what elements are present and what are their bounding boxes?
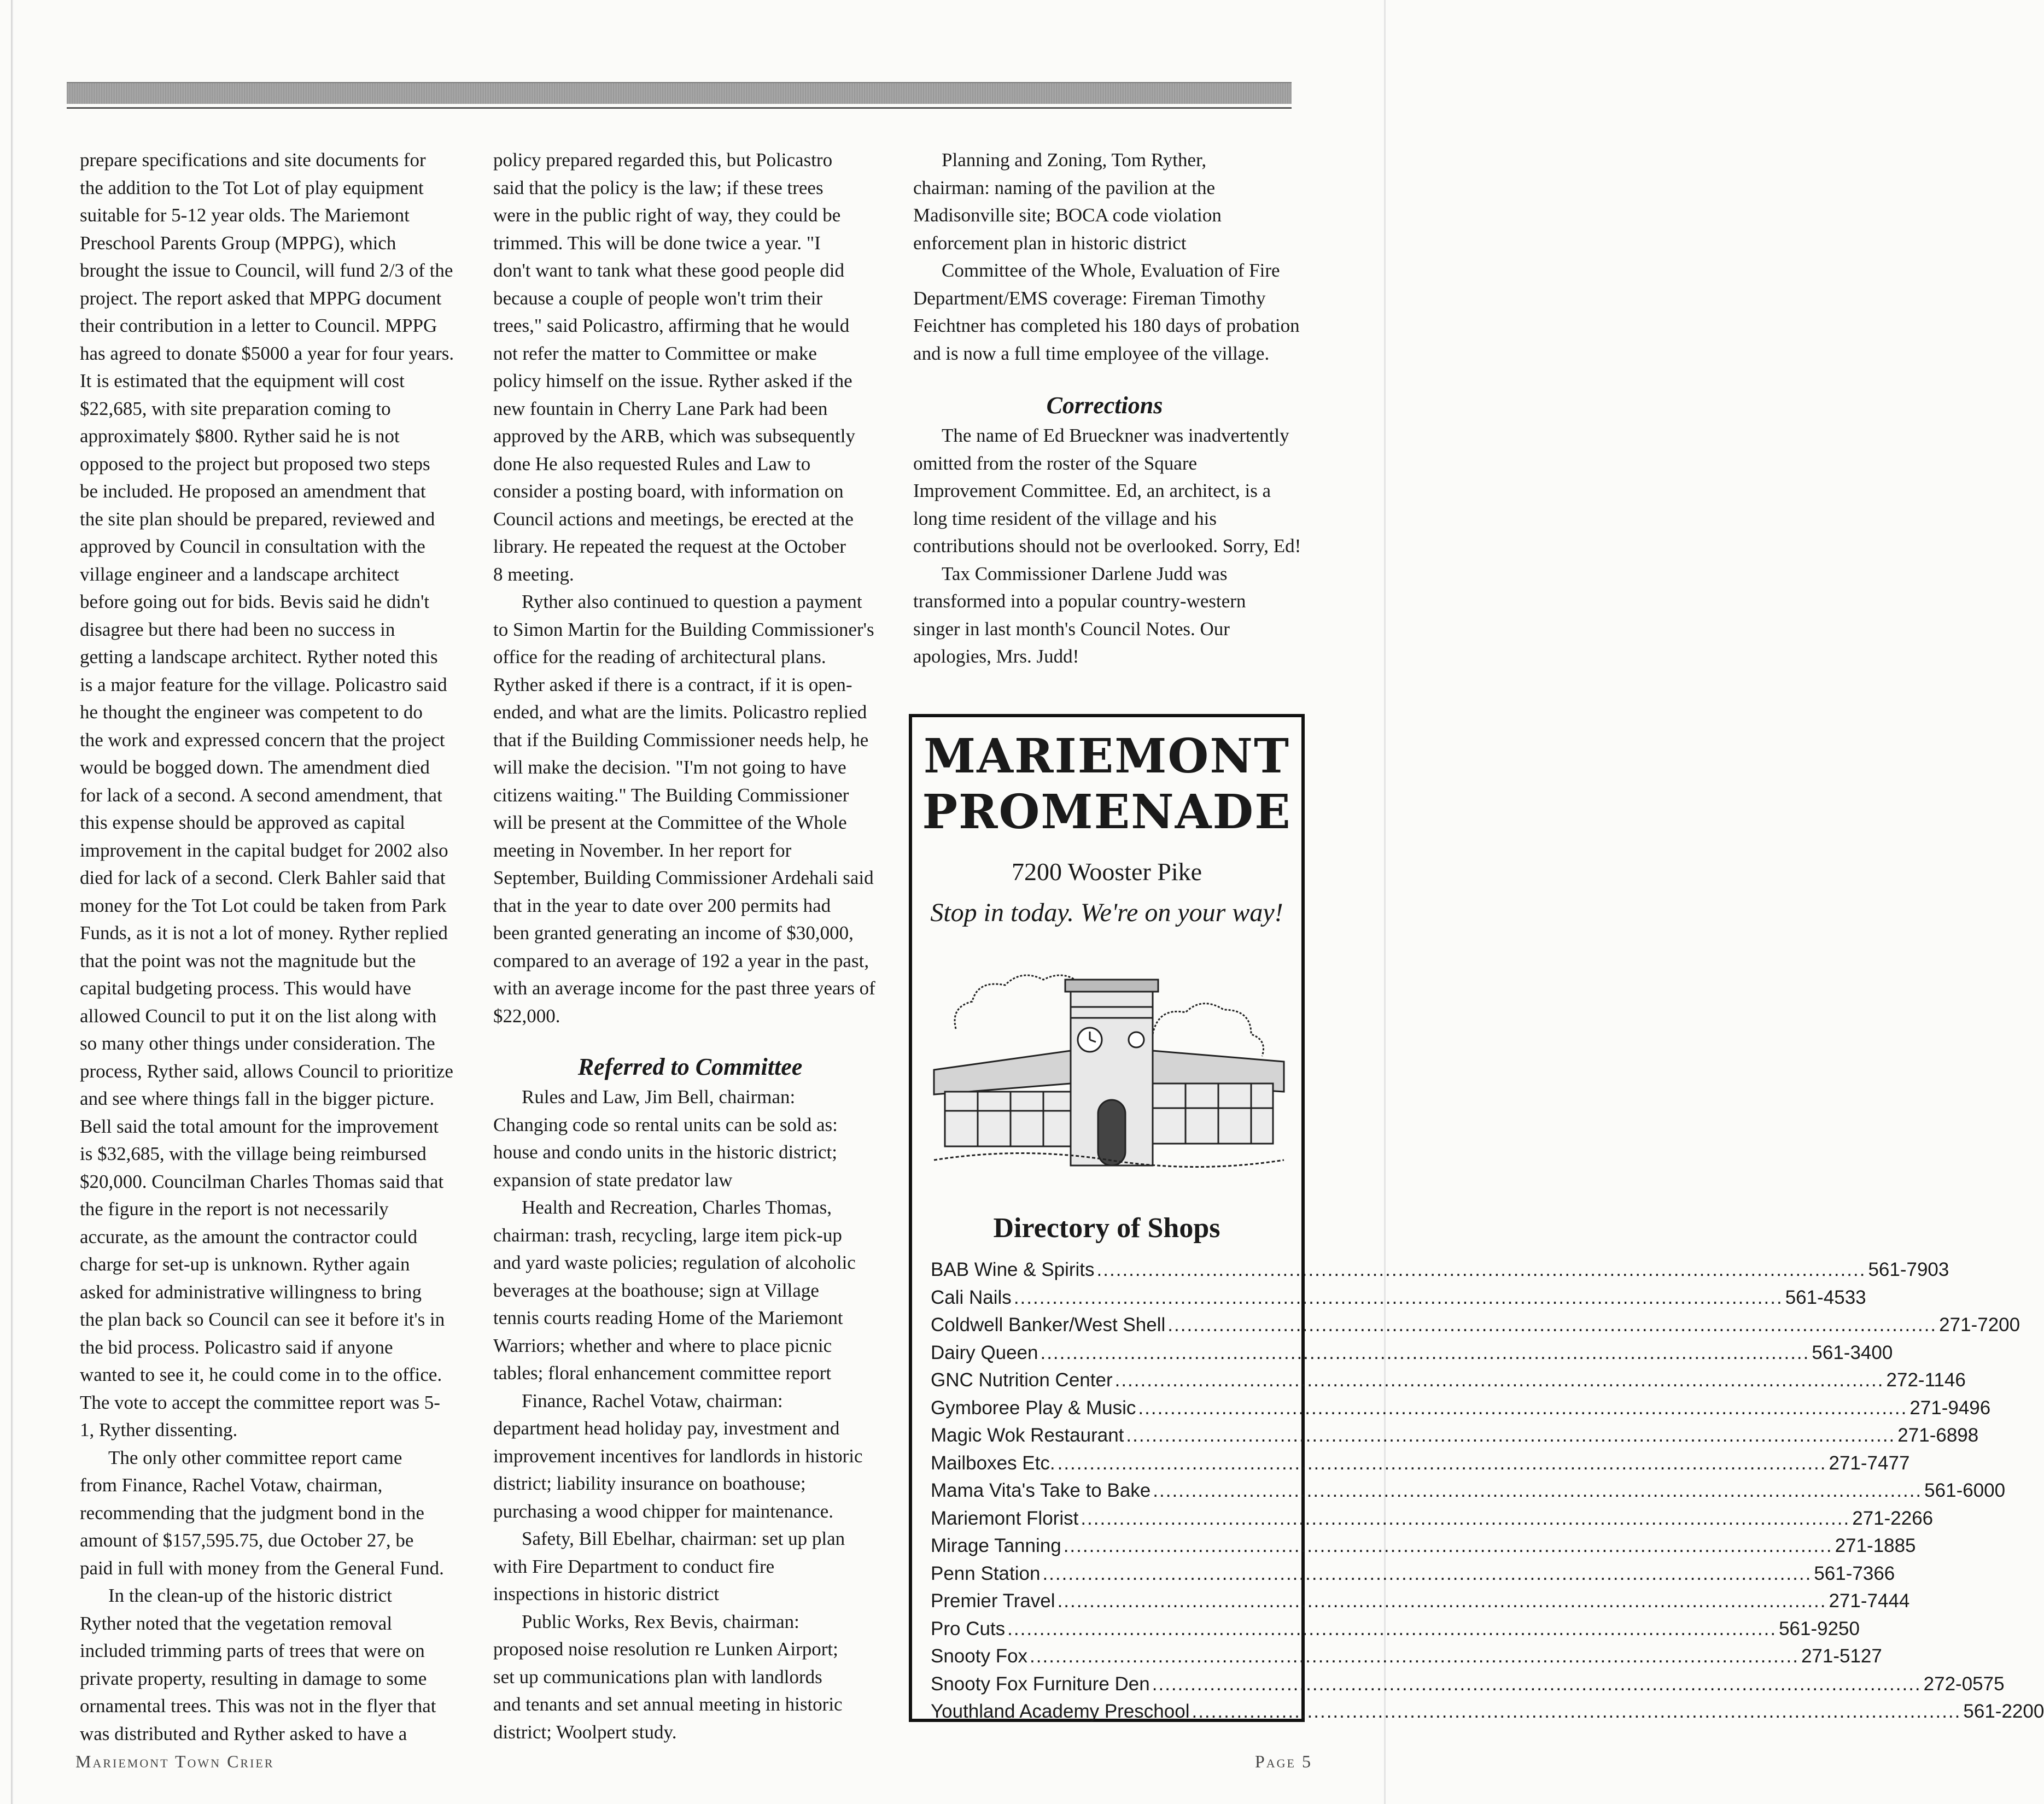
shop-name: Magic Wok Restaurant	[931, 1425, 1124, 1446]
article-paragraph: Public Works, Rex Bevis, chairman: proposed noise resolution re Lunken Airport; set up communications plan with landlords and tenants and set annual meeting in historic district; Woolpert study.	[493, 1610, 843, 1743]
article-paragraph: Ryther also continued to question a payment to Simon Martin for the Building Commissioner's office for the reading of architectural plans. Ryther asked if there is a contract, if it is open- ended, and what are the limits. Policastro replied that if the Building Commissioner needs help, he will make the decision. "I'm not going to have citizens waiting." The Building Commissioner will be present at the Committee of the Whole meeting in November. In her report for September, Building Commissioner Ardehali said that in the year to date over 200 permits had been granted generating an income of $30,000, compared to an average of 192 a year in the past, with an average income for the past three years of $22,000.	[493, 591, 875, 1027]
shop-name: BAB Wine & Spirits	[931, 1259, 1095, 1280]
article-paragraph: Committee of the Whole, Evaluation of Fire Department/EMS coverage: Fireman Timothy Feichtner has completed his 180 days of probation and is now a full time employee of the village.	[913, 260, 1300, 364]
leader-dots: ........................................................................................................................	[1138, 1397, 1908, 1419]
shop-phone: 272-0575	[1923, 1673, 2005, 1695]
shop-name: Dairy Queen	[931, 1342, 1038, 1363]
page-edge-shadow	[11, 0, 13, 1804]
article-paragraph: Finance, Rachel Votaw, chairman: department head holiday pay, investment and improvement incentives for landlords in historic district; liability insurance on boathouse; purchasing a wood chipper for maintenance.	[493, 1390, 863, 1522]
leader-dots: ........................................................................................................................	[1096, 1259, 1866, 1280]
ad-title-line2: PROMENADE	[922, 784, 1292, 840]
leader-dots: ........................................................................................................................	[1040, 1342, 1810, 1363]
section-heading-referred: Referred to Committee	[577, 1053, 803, 1080]
clock-tower-illustration	[934, 952, 1284, 1176]
leader-dots: ........................................................................................................................	[1007, 1618, 1777, 1639]
article-paragraph: Rules and Law, Jim Bell, chairman: Changing code so rental units can be sold as: house and condo units in the historic district; expansion of state predator law	[493, 1086, 838, 1191]
footer-page-number: Page 5	[1254, 1752, 1312, 1771]
shop-phone: 271-1885	[1835, 1535, 1916, 1556]
shop-name: Snooty Fox	[931, 1645, 1028, 1667]
footer-publication: Mariemont Town Crier	[75, 1752, 275, 1771]
shop-name: Mirage Tanning	[931, 1535, 1061, 1556]
shop-name: Cali Nails	[931, 1286, 1012, 1308]
directory-row	[931, 1477, 2006, 1505]
leader-dots: ........................................................................................................................	[1081, 1507, 1850, 1529]
directory-row	[931, 1505, 1934, 1533]
shop-phone: 271-2266	[1852, 1507, 1934, 1529]
shop-phone: 271-9496	[1909, 1397, 1991, 1419]
directory-row	[931, 1450, 1910, 1478]
shop-phone: 271-5127	[1801, 1645, 1882, 1667]
article-paragraph: The name of Ed Brueckner was inadvertently omitted from the roster of the Square Improvement Committee. Ed, an architect, is a long time resident of the village and his contributions should not be overlooked. Sorry, Ed!	[913, 425, 1301, 557]
shop-name: Gymboree Play & Music	[931, 1397, 1136, 1419]
shop-phone: 561-9250	[1779, 1618, 1860, 1639]
shop-name: Coldwell Banker/West Shell	[931, 1314, 1166, 1336]
shop-directory	[931, 1256, 2044, 1726]
article-paragraph: Planning and Zoning, Tom Ryther, chairman: naming of the pavilion at the Madisonville site; BOCA code violation enforcement plan in historic district	[913, 149, 1222, 254]
directory-row	[931, 1422, 1979, 1450]
shop-name: Pro Cuts	[931, 1618, 1006, 1639]
leader-dots: ........................................................................................................................	[1013, 1286, 1783, 1308]
shop-phone: 271-7444	[1829, 1590, 1910, 1612]
shop-phone: 561-7903	[1868, 1259, 1949, 1280]
article-column-3	[913, 147, 1301, 671]
shop-phone: 561-2200	[1963, 1701, 2044, 1722]
leader-dots: ........................................................................................................................	[1057, 1452, 1827, 1474]
shop-name: Snooty Fox Furniture Den	[931, 1673, 1150, 1695]
directory-row	[931, 1698, 2044, 1726]
article-paragraph: policy prepared regarded this, but Policastro said that the policy is the law; if these trees were in the public right of way, they could be trimmed. This will be done twice a year. "I don't want to tank what these good people did because a couple of people won't trim their trees," said Policastro, affirming that he would not refer the matter to Committee or make policy himself on the issue. Ryther asked if the new fountain in Cherry Lane Park had been approved by the ARB, which was subsequently done He also requested Rules and Law to consider a posting board, with information on Council actions and meetings, be erected at the library. He repeated the request at the October 8 meeting.	[493, 149, 855, 585]
directory-row	[931, 1395, 1991, 1422]
shop-name: Mailboxes Etc.	[931, 1452, 1055, 1474]
leader-dots: ........................................................................................................................	[1114, 1369, 1884, 1391]
shop-name: Mama Vita's Take to Bake	[931, 1480, 1151, 1501]
leader-dots: ........................................................................................................................	[1042, 1562, 1812, 1584]
directory-row	[931, 1671, 2005, 1698]
shop-name: Mariemont Florist	[931, 1507, 1079, 1529]
article-column-2	[493, 147, 887, 1746]
column-3-bottom	[913, 422, 1301, 671]
promenade-advertisement	[909, 714, 2044, 1722]
article-column-1	[80, 147, 463, 1748]
directory-row	[931, 1643, 1882, 1671]
ad-title-line1: MARIEMONT	[924, 729, 1290, 784]
article-paragraph: prepare specifications and site documents for the addition to the Tot Lot of play equipment suitable for 5-12 year olds. The Mariemont Preschool Parents Group (MPPG), which brought the issue to Council, will fund 2/3 of the project. The report asked that MPPG document their contribution in a letter to Council. MPPG has agreed to donate $5000 a year for four years. It is estimated that the equipment will cost $22,685, with site preparation coming to approximately $800. Ryther said he is not opposed to the project but proposed two steps be included. He proposed an amendment that the site plan should be prepared, reviewed and approved by Council in consultation with the village engineer and a landscape architect before going out for bids. Bevis said he didn't disagree but there had been no success in getting a landscape architect. Ryther noted this is a major feature for the village. Policastro said he thought the engineer was competent to do the work and expressed concern that the project would be bogged down. The amendment died for lack of a second. A second amendment, that this expense should be approved as capital improvement in the capital budget for 2002 also died for lack of a second. Clerk Bahler said that money for the Tot Lot could be taken from Park Funds, as it is not a lot of money. Ryther replied that the point was not the magnitude but the capital budgeting process. This would have allowed Council to put it on the list along with so many other things under consideration. The process, Ryther said, allows Council to prioritize and see where things fall in the bigger picture. Bell said the total amount for the improvement is $32,685, with the village being reimbursed $20,000. Councilman Charles Thomas said that the figure in the report is not necessarily accurate, as the amount the contractor could charge for set-up is unknown. Ryther again asked for administrative willingness to bring the plan back so Council can see it before it's in the bid process. Policastro said if anyone wanted to see it, he could come in to the office. The vote to accept the committee report was 5- 1, Ryther dissenting.	[80, 149, 454, 1440]
directory-row	[931, 1311, 2020, 1339]
leader-dots: ........................................................................................................................	[1167, 1314, 1937, 1336]
ad-address: 7200 Wooster Pike	[1011, 858, 1202, 886]
shop-name: Penn Station	[931, 1562, 1041, 1584]
leader-dots: ........................................................................................................................	[1152, 1673, 1922, 1695]
leader-dots: ........................................................................................................................	[1057, 1590, 1827, 1612]
directory-row	[931, 1532, 1916, 1560]
column-2-top	[493, 147, 887, 1030]
leader-dots: ........................................................................................................................	[1192, 1701, 1961, 1722]
shop-phone: 271-7200	[1939, 1314, 2020, 1336]
directory-row	[931, 1560, 1895, 1588]
article-paragraph: Tax Commissioner Darlene Judd was transformed into a popular country-western singer in last month's Council Notes. Our apologies, Mrs. Judd!	[913, 563, 1246, 667]
directory-row	[931, 1588, 1910, 1615]
directory-row	[931, 1339, 1893, 1367]
directory-title: Directory of Shops	[993, 1213, 1220, 1244]
article-paragraph: The only other committee report came from Finance, Rachel Votaw, chairman, recommending that the judgment bond in the amount of $157,595.75, due October 27, be paid in full with money from the General Fund.	[80, 1446, 444, 1579]
leader-dots: ........................................................................................................................	[1126, 1425, 1896, 1446]
shop-phone: 561-3400	[1812, 1342, 1893, 1363]
header-bar	[67, 82, 1292, 104]
article-paragraph: Health and Recreation, Charles Thomas, chairman: trash, recycling, large item pick-up and yard waste policies; regulation of alcoholic beverages at the boathouse; sign at Village tennis courts reading Home of the Mariemont Warriors; whether and where to place picnic tables; floral enhancement committee report	[493, 1197, 856, 1384]
directory-row	[931, 1256, 1949, 1284]
ad-tagline: Stop in today. We're on your way!	[930, 898, 1283, 927]
shop-phone: 561-6000	[1924, 1480, 2006, 1501]
column-3-top	[913, 147, 1300, 367]
shop-phone: 271-6898	[1897, 1425, 1979, 1446]
leader-dots: ........................................................................................................................	[1063, 1535, 1833, 1556]
section-heading-corrections: Corrections	[1046, 392, 1163, 419]
article-paragraph: Safety, Bill Ebelhar, chairman: set up plan with Fire Department to conduct fire inspections in historic district	[493, 1528, 845, 1604]
header-rule	[67, 107, 1292, 109]
shop-phone: 272-1146	[1886, 1369, 1966, 1391]
shop-name: Premier Travel	[931, 1590, 1055, 1612]
leader-dots: ........................................................................................................................	[1153, 1480, 1923, 1501]
column-2-bottom	[493, 1083, 887, 1746]
shop-phone: 561-4533	[1785, 1286, 1866, 1308]
shop-phone: 271-7477	[1829, 1452, 1910, 1474]
directory-row	[931, 1615, 1860, 1643]
shop-name: Youthland Academy Preschool	[931, 1701, 1190, 1722]
directory-row	[931, 1367, 1966, 1395]
directory-row	[931, 1284, 1866, 1312]
shop-name: GNC Nutrition Center	[931, 1369, 1113, 1391]
article-paragraph: In the clean-up of the historic district Ryther noted that the vegetation removal included trimming parts of trees that were on private property, resulting in damage to some ornamental trees. This was not in the flyer that was distributed and Ryther asked to have a	[80, 1585, 436, 1744]
shop-phone: 561-7366	[1814, 1562, 1895, 1584]
leader-dots: ........................................................................................................................	[1030, 1645, 1799, 1667]
